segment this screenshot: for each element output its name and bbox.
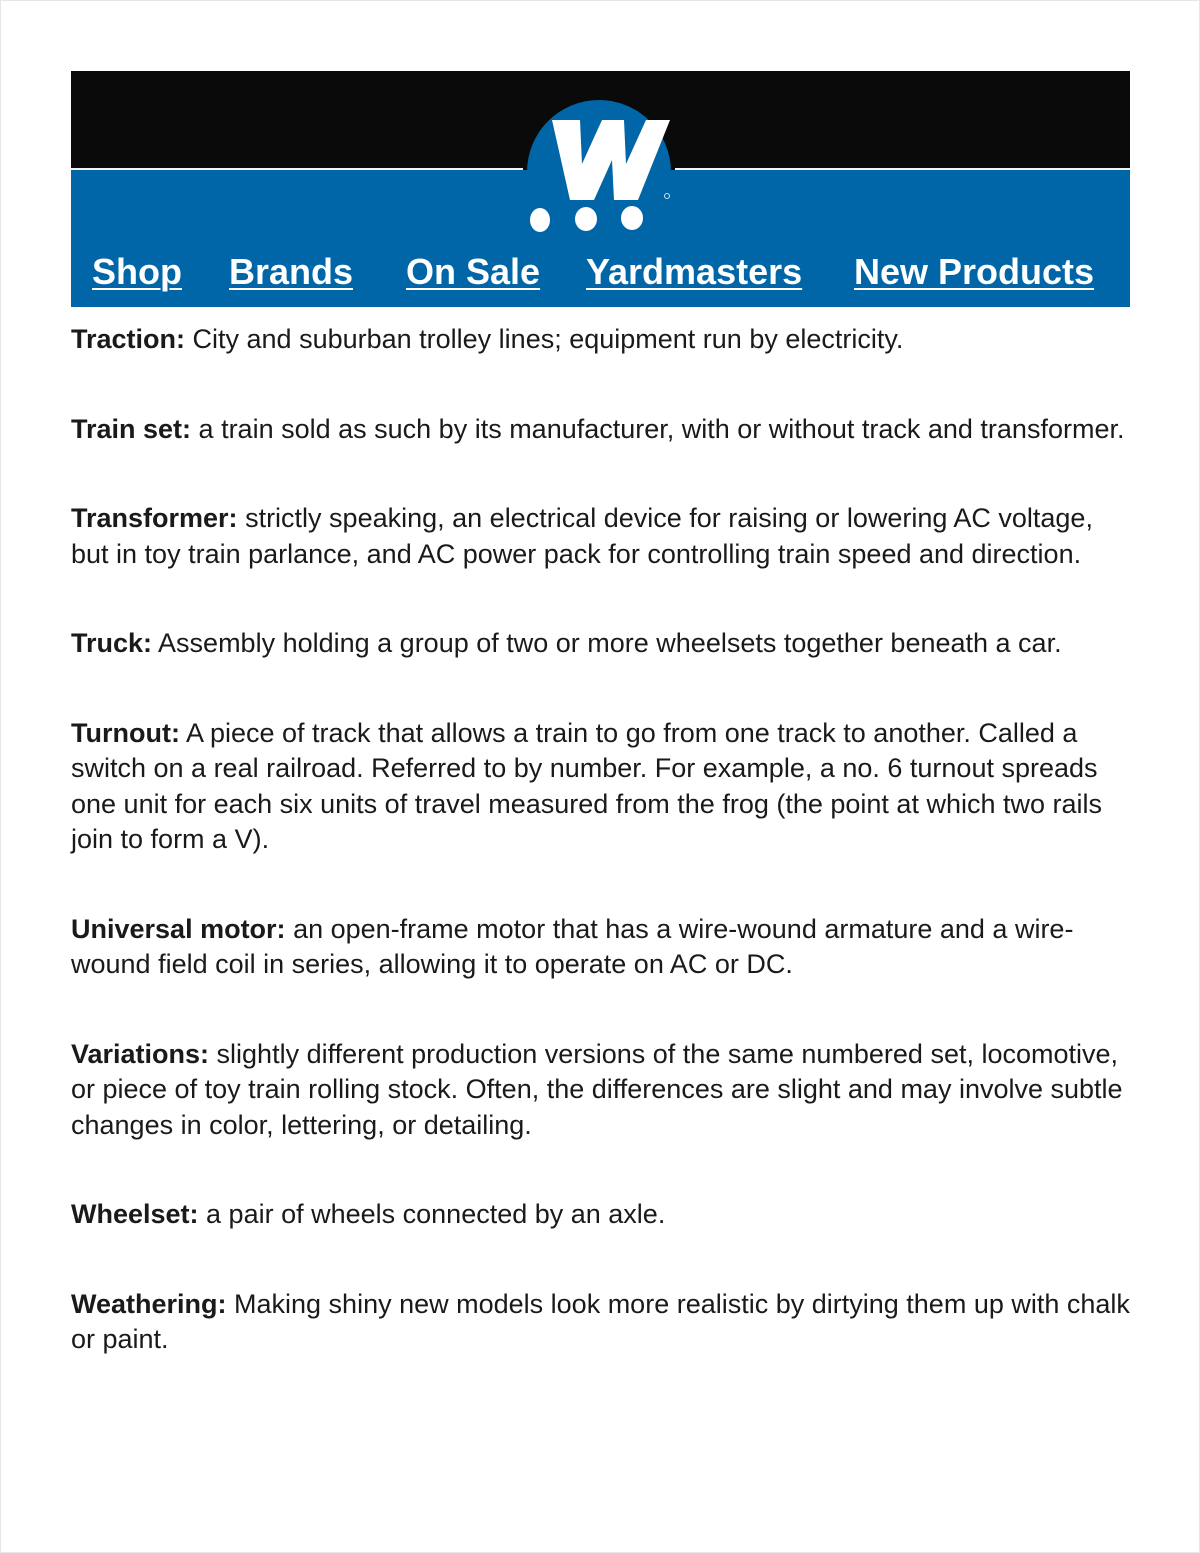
- glossary-entry-variations: [71, 1037, 1131, 1144]
- glossary-term: Weathering:: [71, 1288, 227, 1319]
- glossary-entry-train-set: [71, 412, 1131, 448]
- w-logo-icon[interactable]: [520, 94, 678, 244]
- glossary-term: Train set:: [71, 413, 192, 444]
- glossary-term: Wheelset:: [71, 1199, 199, 1229]
- glossary-definition: an open-frame motor that has a wire-wound armature and a wire-wound field coil in series, allowing it to operate on AC or DC.: [71, 913, 1074, 979]
- glossary-definition: a pair of wheels connected by an axle.: [198, 1199, 666, 1229]
- glossary-definition: Making shiny new models look more realistic by dirtying them up with chalk or paint.: [71, 1288, 1130, 1354]
- glossary-entry-wheelset: [71, 1197, 1131, 1233]
- glossary-definition: A piece of track that allows a train to go from one track to another. Called a switch on a real railroad. Referred to by number. For example, a no. 6 turnout spreads one unit for each six units of travel measured from the frog (the point at which two rails join to form a V).: [71, 717, 1102, 854]
- glossary-term: Truck:: [71, 628, 153, 658]
- glossary-entry-truck: [71, 626, 1131, 662]
- glossary-definition: Assembly holding a group of two or more wheelsets together beneath a car.: [152, 628, 1062, 658]
- glossary-entry-traction: [71, 322, 1131, 358]
- glossary-definition: slightly different production versions of the same numbered set, locomotive, or piece of toy train rolling stock. Often, the differences are slight and may involve subtle changes in color, lettering, or detailing.: [71, 1038, 1123, 1140]
- nav-link-brands[interactable]: Brands: [229, 251, 354, 292]
- glossary-entry-transformer: [71, 501, 1131, 572]
- glossary-term: Variations:: [71, 1038, 210, 1069]
- glossary-list: [71, 322, 1131, 1412]
- site-header: [71, 71, 1130, 307]
- glossary-definition: strictly speaking, an electrical device for raising or lowering AC voltage, but in toy train parlance, and AC power pack for controlling train speed and direction.: [71, 503, 1093, 569]
- nav-link-on-sale[interactable]: On Sale: [406, 251, 541, 292]
- glossary-definition: a train sold as such by its manufacturer, with or without track and transformer.: [191, 413, 1125, 444]
- glossary-entry-weathering: [71, 1287, 1131, 1358]
- glossary-term: Transformer:: [71, 503, 238, 533]
- glossary-term: Traction:: [71, 324, 186, 354]
- nav-link-new-products[interactable]: New Products: [854, 251, 1095, 292]
- glossary-entry-universal-motor: [71, 912, 1131, 983]
- main-nav: [71, 247, 1130, 297]
- glossary-term: Turnout:: [71, 717, 180, 748]
- glossary-entry-turnout: [71, 716, 1131, 858]
- glossary-definition: City and suburban trolley lines; equipment run by electricity.: [185, 324, 904, 354]
- nav-link-yardmasters[interactable]: Yardmasters: [586, 251, 803, 292]
- glossary-term: Universal motor:: [71, 913, 286, 944]
- nav-link-shop[interactable]: Shop: [92, 251, 182, 292]
